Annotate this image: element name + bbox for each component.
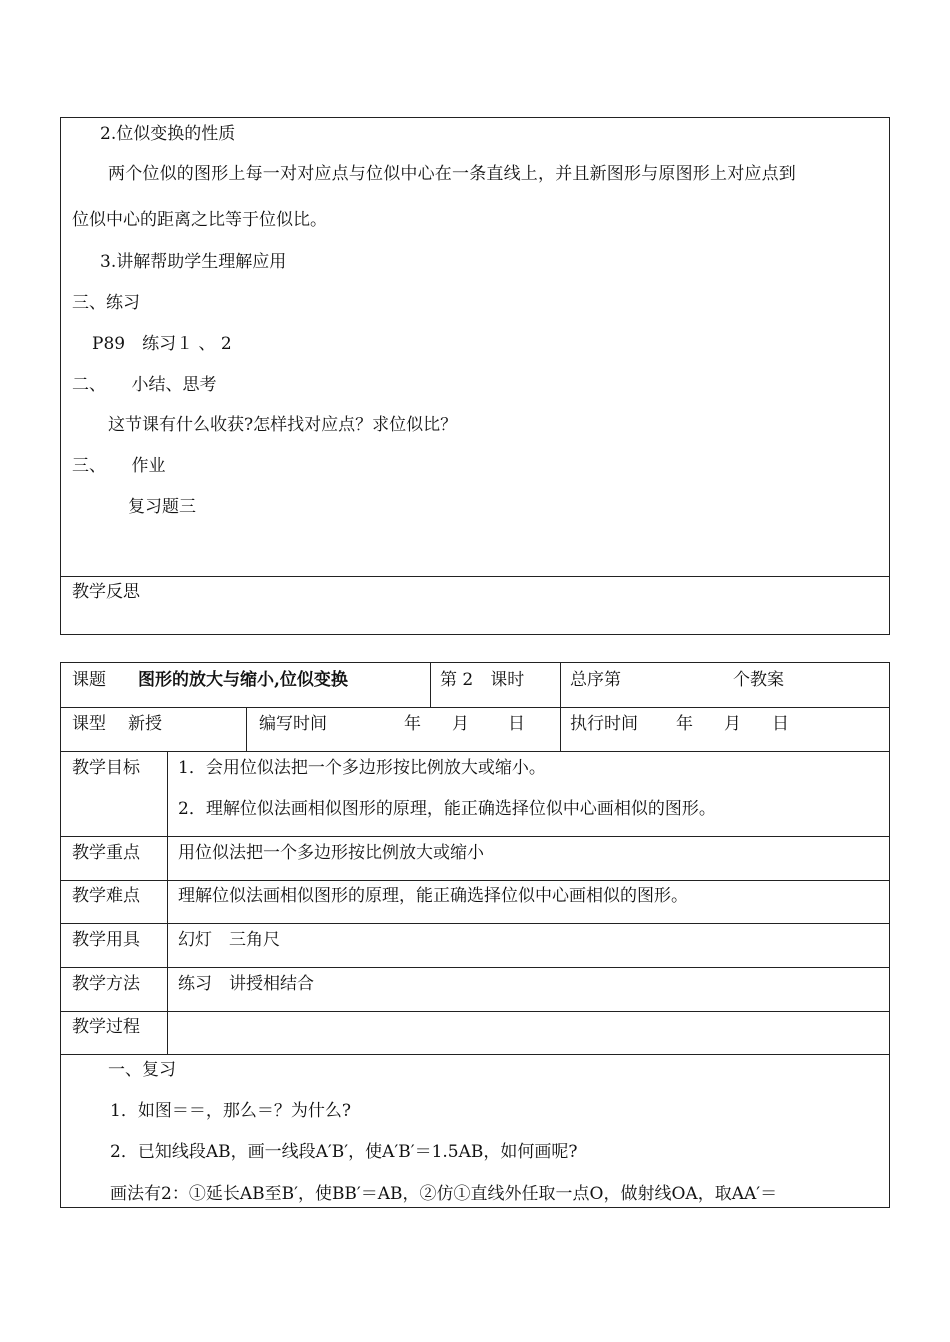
process-label: 教学过程 <box>72 1017 140 1037</box>
write-year: 年 <box>404 714 421 734</box>
col-divider <box>167 751 168 1055</box>
difficulty-value: 理解位似法画相似图形的原理，能正确选择位似中心画相似的图形。 <box>178 886 688 906</box>
practice-heading: 三、练习 <box>72 293 140 313</box>
review-question-1: 1．如图＝＝，那么＝？为什么? <box>110 1101 351 1121</box>
difficulty-label: 教学难点 <box>72 886 140 906</box>
property-heading: 2.位似变换的性质 <box>100 124 236 144</box>
col-divider <box>246 707 247 752</box>
row-divider <box>60 1011 890 1012</box>
key-point-value: 用位似法把一个多边形按比例放大或缩小 <box>178 843 484 863</box>
review-heading: 一、复习 <box>108 1060 176 1080</box>
objective-2: 2．理解位似法画相似图形的原理，能正确选择位似中心画相似的图形。 <box>178 799 716 819</box>
objectives-label: 教学目标 <box>72 758 140 778</box>
property-text-line2: 位似中心的距离之比等于位似比。 <box>72 210 327 230</box>
col-divider <box>430 662 431 708</box>
row-divider <box>60 923 890 924</box>
method-label: 教学方法 <box>72 974 140 994</box>
write-time-label: 编写时间 <box>259 714 327 734</box>
practice-item: P89 练习１ 、 2 <box>92 334 232 354</box>
exec-month: 月 <box>724 714 741 734</box>
homework-item: 复习题三 <box>128 497 196 517</box>
homework-heading: 三、 作业 <box>72 456 166 476</box>
explain-heading: 3.讲解帮助学生理解应用 <box>100 252 287 272</box>
write-day: 日 <box>508 714 525 734</box>
period-label: 第 2 课时 <box>440 670 525 690</box>
row-divider <box>60 707 890 708</box>
exec-day: 日 <box>772 714 789 734</box>
write-month: 月 <box>452 714 469 734</box>
review-method: 画法有2：①延长AB至B′，使BB′＝AB，②仿①直线外任取一点O，做射线OA，取AA′＝ <box>110 1184 778 1204</box>
method-value: 练习 讲授相结合 <box>178 974 314 994</box>
row-divider <box>60 967 890 968</box>
summary-heading: 二、 小结、思考 <box>72 375 217 395</box>
reflection-label: 教学反思 <box>72 582 140 602</box>
total-label: 总序第 <box>570 670 621 690</box>
tools-label: 教学用具 <box>72 930 140 950</box>
topic-value: 图形的放大与缩小,位似变换 <box>138 670 348 690</box>
exec-time-label: 执行时间 <box>570 714 638 734</box>
topic-label: 课题 <box>72 670 106 690</box>
type-label: 课型 <box>72 714 106 734</box>
col-divider <box>560 662 561 752</box>
exec-year: 年 <box>676 714 693 734</box>
row-divider <box>60 836 890 837</box>
key-point-label: 教学重点 <box>72 843 140 863</box>
row-divider <box>60 1054 890 1055</box>
review-question-2: 2．已知线段AB，画一线段A′B′，使A′B′＝1.5AB，如何画呢? <box>110 1142 578 1162</box>
tools-value: 幻灯 三角尺 <box>178 930 280 950</box>
property-text-line1: 两个位似的图形上每一对对应点与位似中心在一条直线上，并且新图形与原图形上对应点到 <box>108 164 796 184</box>
row-divider <box>60 751 890 752</box>
row-divider <box>60 880 890 881</box>
upper-table-divider <box>60 576 890 577</box>
objective-1: 1．会用位似法把一个多边形按比例放大或缩小。 <box>178 758 546 778</box>
plan-label: 个教案 <box>733 670 784 690</box>
summary-question: 这节课有什么收获?怎样找对应点？求位似比？ <box>108 415 458 435</box>
type-value: 新授 <box>128 714 162 734</box>
